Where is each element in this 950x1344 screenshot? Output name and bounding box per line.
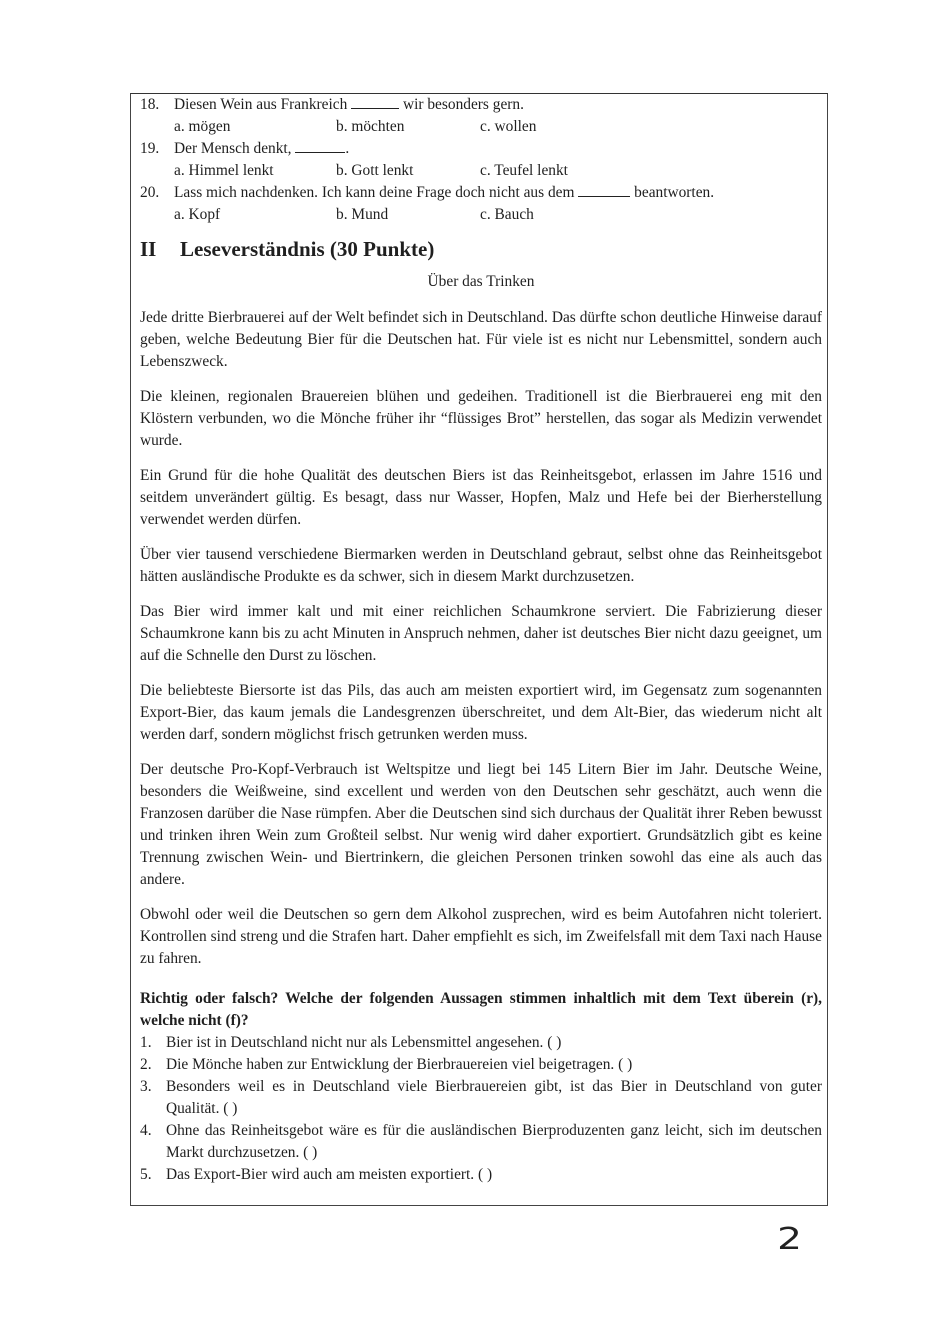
item-number: 20. (140, 184, 160, 201)
answer-blank[interactable] (351, 94, 399, 109)
statement-number: 2. (140, 1056, 152, 1073)
statement-number: 4. (140, 1122, 152, 1139)
item-text: wir besonders gern. (403, 96, 524, 113)
option: b. Gott lenkt (336, 162, 414, 179)
item-number: 19. (140, 140, 160, 157)
statement-number: 5. (140, 1166, 152, 1183)
statement-item (140, 1032, 822, 1054)
grammar-item (140, 94, 822, 138)
item-text: beantworten. (634, 184, 715, 201)
option: b. Mund (336, 206, 389, 223)
statement-item (140, 1120, 822, 1164)
reading-paragraph: Ein Grund für die hohe Qualität des deutschen Biers ist das Reinheitsgebot, erlassen im Jahre 1516 und seitdem unverändert gültig. Es besagt, dass nur Wasser, Hopfen, Malz und Hefe bei der Bierherstellung verwendet werden dürfen. (140, 467, 822, 528)
statement-text[interactable]: Besonders weil es in Deutschland viele Bierbrauereien gibt, ist das Bier in Deutschland von guter Qualität. ( ) (166, 1078, 822, 1117)
reading-paragraph: Über vier tausend verschiedene Biermarken werden in Deutschland gebraut, selbst ohne das Reinheitsgebot hätten ausländische Produkte es da schwer, sich in diesem Markt durchzusetzen. (140, 546, 822, 585)
item-text: Der Mensch denkt, (174, 140, 292, 157)
item-text: Lass mich nachdenken. Ich kann deine Frage doch nicht aus dem (174, 184, 575, 201)
statement-text[interactable]: Ohne das Reinheitsgebot wäre es für die ausländischen Bierproduzenten ganz leicht, sich im deutschen Markt durchzusetzen. ( ) (166, 1122, 822, 1161)
page-number: 2 (777, 1222, 802, 1257)
statement-text[interactable]: Die Mönche haben zur Entwicklung der Bierbrauereien viel beigetragen. ( ) (166, 1056, 633, 1073)
answer-blank[interactable] (295, 138, 345, 153)
statement-item (140, 1054, 822, 1076)
section-title: Leseverständnis (30 Punkte) (180, 237, 435, 261)
option: c. Teufel lenkt (480, 162, 568, 179)
section-heading (140, 235, 822, 263)
reading-paragraph: Das Bier wird immer kalt und mit einer reichlichen Schaumkrone serviert. Die Fabrizierung dieser Schaumkrone kann bis zu acht Minuten in Anspruch nehmen, daher ist deutsches Bier nicht dazu geeignet, um auf die Schnelle den Durst zu löschen. (140, 603, 822, 664)
grammar-item (140, 182, 822, 226)
statement-item (140, 1164, 822, 1186)
exam-content (140, 94, 822, 1186)
statement-text[interactable]: Bier ist in Deutschland nicht nur als Lebensmittel angesehen. ( ) (166, 1034, 562, 1051)
task-instruction: Richtig oder falsch? Welche der folgenden Aussagen stimmen inhaltlich mit dem Text überein (r), welche nicht (f)? (140, 990, 822, 1029)
option: a. Kopf (174, 206, 221, 223)
reading-paragraph: Der deutsche Pro-Kopf-Verbrauch ist Weltspitze und liegt bei 145 Litern Bier im Jahr. Deutsche Weine, besonders die Weißweine, sind excellent und werden von den Deutschen sehr geschätzt, auch wenn die Franzosen darüber die Nase rümpfen. Aber die Deutschen sind sich durchaus der Qualität ihrer Reben bewusst und trinken ihren Wein zum Großteil selbst. Nur wenig wird daher exportiert. Grundsätzlich gibt es keine Trennung zwischen Wein- und Biertrinkern, die gleichen Personen trinken sowohl das eine als auch das andere. (140, 761, 822, 888)
statement-number: 1. (140, 1034, 152, 1051)
statement-item (140, 1076, 822, 1120)
option: b. möchten (336, 118, 405, 135)
reading-paragraph: Obwohl oder weil die Deutschen so gern dem Alkohol zusprechen, wird es beim Autofahren nicht toleriert. Kontrollen sind streng und die Strafen hart. Daher empfiehlt es sich, im Zweifelsfall mit dem Taxi nach Hause zu fahren. (140, 906, 822, 967)
reading-text-title: Über das Trinken (427, 273, 535, 290)
section-number: II (140, 237, 157, 261)
reading-paragraph: Jede dritte Bierbrauerei auf der Welt befindet sich in Deutschland. Das dürfte schon deutliche Hinweise darauf geben, welche Bedeutung Bier für die Deutschen hat. Für viele ist es nicht nur Lebensmittel, sondern auch Lebenszweck. (140, 309, 822, 370)
option: c. Bauch (480, 206, 534, 223)
option: a. Himmel lenkt (174, 162, 274, 179)
answer-blank[interactable] (578, 182, 630, 197)
item-number: 18. (140, 96, 160, 113)
item-text: Diesen Wein aus Frankreich (174, 96, 348, 113)
reading-paragraph: Die beliebteste Biersorte ist das Pils, das auch am meisten exportiert wird, im Gegensatz zum sogenannten Export-Bier, das kaum jemals die Landesgrenzen überschreitet, und dem Alt-Bier, das wiederum nicht alt werden darf, sondern möglichst frisch getrunken werden muss. (140, 682, 822, 743)
reading-paragraph: Die kleinen, regionalen Brauereien blühen und gedeihen. Traditionell ist die Bierbrauerei eng mit den Klöstern verbunden, wo die Mönche früher ihr “flüssiges Brot” herstellen, das sogar als Medizin verwendet wurde. (140, 388, 822, 449)
option: c. wollen (480, 118, 537, 135)
grammar-item (140, 138, 822, 182)
statement-number: 3. (140, 1078, 152, 1095)
option: a. mögen (174, 118, 231, 135)
statement-text[interactable]: Das Export-Bier wird auch am meisten exportiert. ( ) (166, 1166, 493, 1183)
item-text: . (345, 140, 350, 157)
